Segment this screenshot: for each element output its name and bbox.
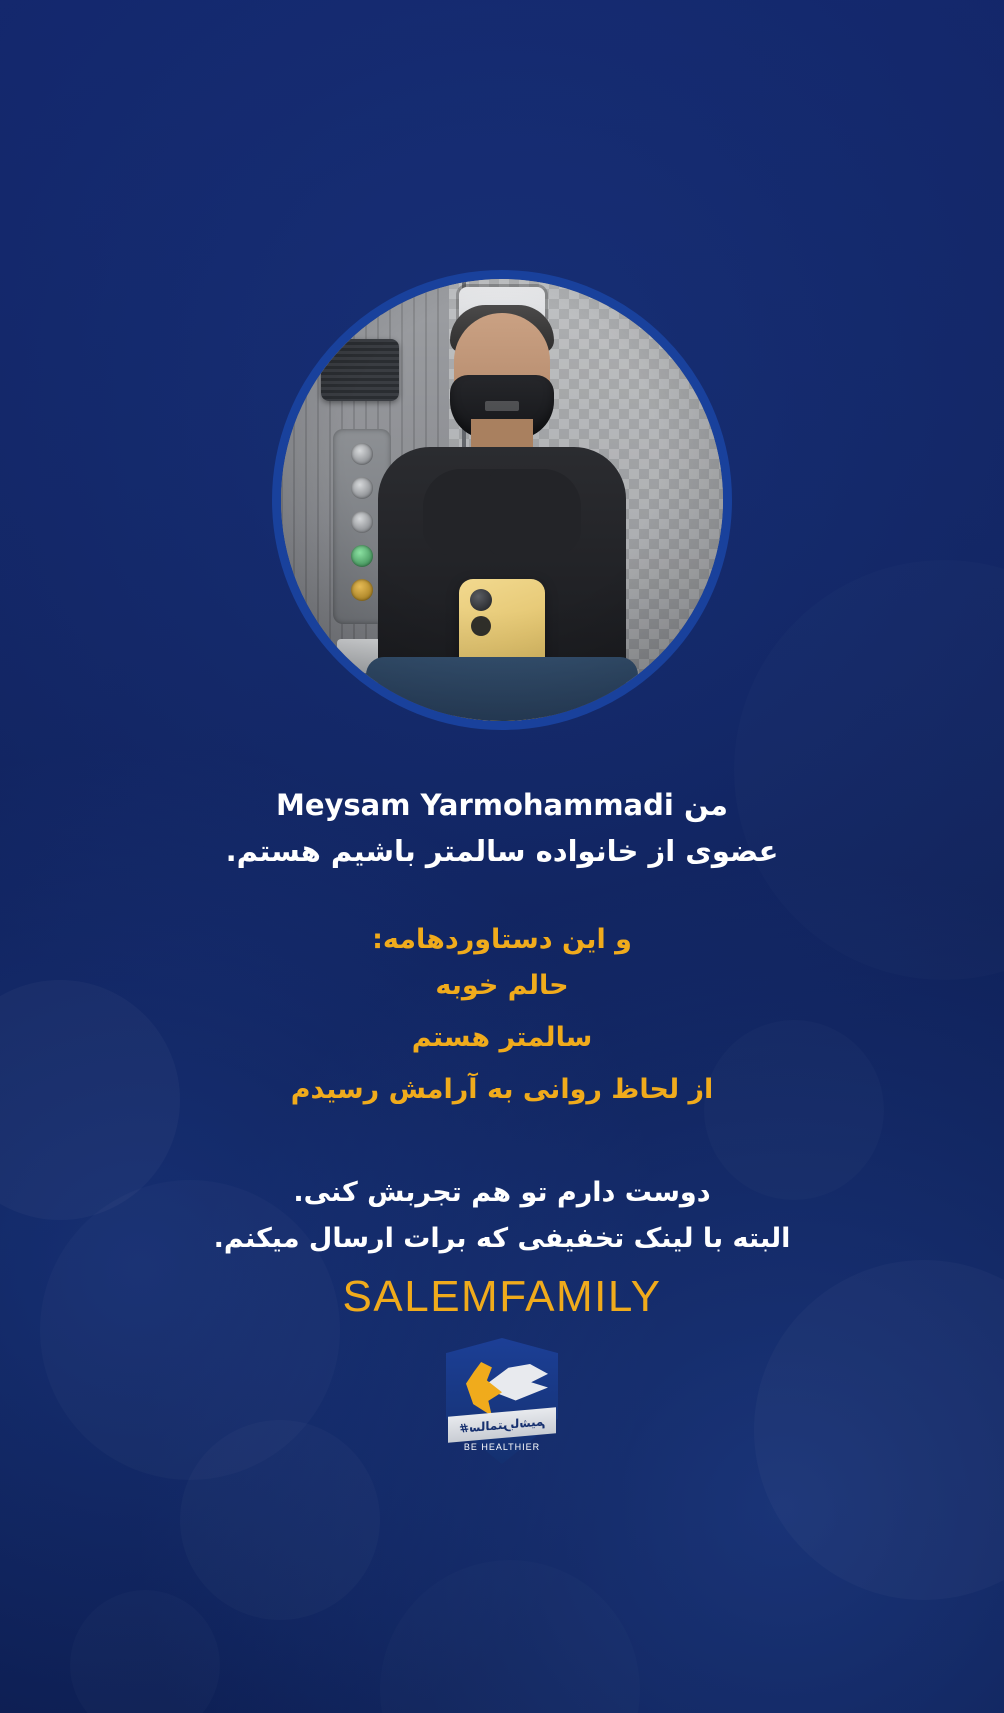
brand-logo — [446, 1338, 558, 1464]
achievement-item: سالمتر هستم — [411, 1022, 593, 1053]
profile-photo — [281, 279, 723, 721]
closing-line-2: البته با لینک تخفیفی که برات ارسال میکنم. — [213, 1223, 791, 1254]
logo-tagline: BE HEALTHIER — [463, 1442, 541, 1452]
logo-banner-text: #سالمترباشیم — [458, 1414, 546, 1436]
person-name: Meysam Yarmohammadi — [275, 788, 674, 822]
background-bokeh-circle — [70, 1590, 220, 1713]
photo-vignette — [281, 279, 723, 721]
achievement-item: حالم خوبه — [435, 970, 569, 1001]
intro-line-2: عضوی از خانواده سالمتر باشیم هستم. — [225, 834, 779, 868]
intro-prefix: من — [683, 788, 728, 822]
photo-medallion — [224, 222, 780, 778]
background-bokeh-circle — [380, 1560, 640, 1713]
closing-line-1: دوست دارم تو هم تجربش کنی. — [293, 1177, 711, 1208]
achievements-heading: و این دستاوردهامه: — [372, 924, 632, 955]
photo-scene — [281, 279, 723, 721]
brand-wordmark: SALEMFAMILY — [342, 1272, 662, 1321]
closing-text — [90, 1170, 914, 1262]
achievement-item: از لحاظ روانی به آرامش رسیدم — [290, 1074, 714, 1105]
background-bokeh-circle — [180, 1420, 380, 1620]
intro-line — [90, 782, 914, 874]
testimonial-text-block — [0, 782, 1004, 1262]
